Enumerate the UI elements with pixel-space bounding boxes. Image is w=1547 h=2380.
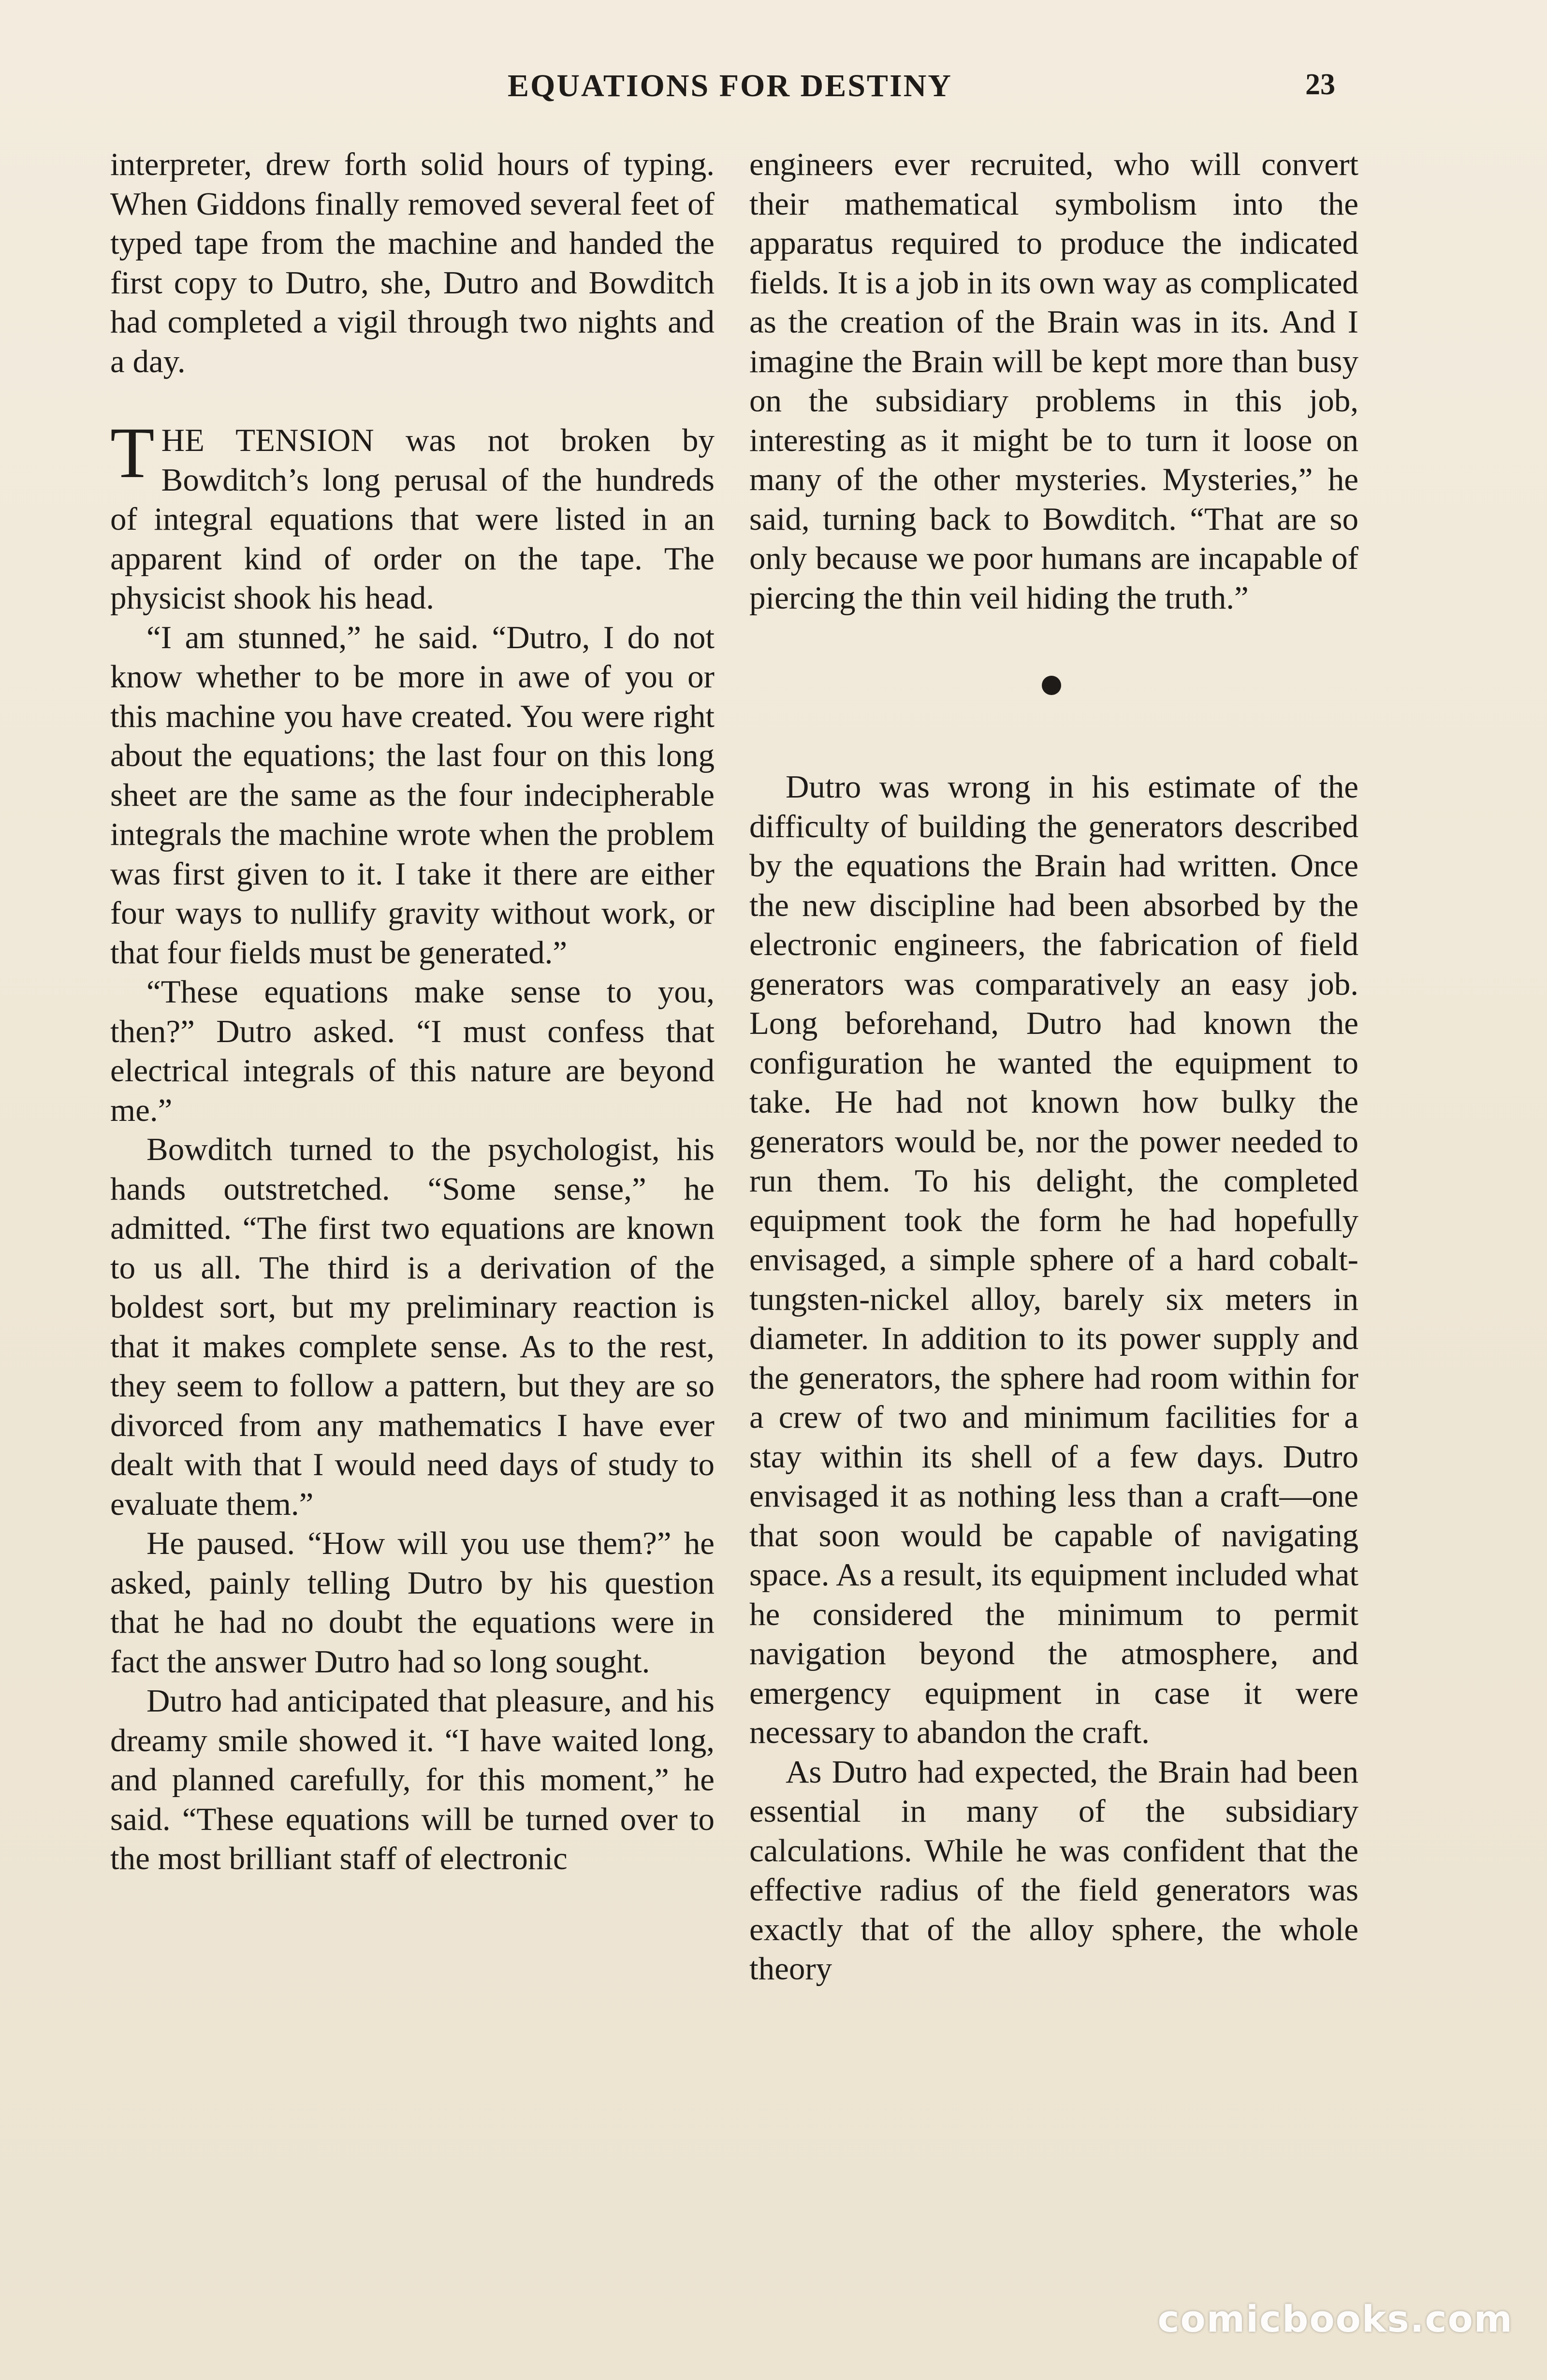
- section-break: [749, 618, 1358, 768]
- bullet-separator-icon: [1042, 676, 1061, 695]
- paragraph: Bowditch turned to the psychologist, his hands outstretched. “Some sense,” he admitted. “The first two equations are known to us all. The third is a derivation of the boldest sort, but my preliminary reaction is that it makes complete sense. As to the rest, they seem to follow a pattern, but they are so divorced from any mathematics I have ever dealt with that I would need days of study to evaluate them.”: [110, 1132, 715, 1522]
- left-column: [110, 145, 715, 1879]
- paragraph: He paused. “How will you use them?” he asked, painly telling Dutro by his question that he had no doubt the equations were in fact the answer Dutro had so long sought.: [110, 1525, 715, 1680]
- watermark-logo: comicbooks.com: [1157, 2297, 1513, 2340]
- paragraph: “I am stunned,” he said. “Dutro, I do not know whether to be more in awe of you or this machine you have created. You were right about the equations; the last four on this long sheet are the same as the four indecipherable integrals the machine wrote when the problem was first given to it. I take it there are either four ways to nullify gravity without work, or that four fields must be generated.”: [110, 619, 715, 971]
- running-header: [0, 68, 1547, 111]
- section-opening-paragraph: [110, 413, 715, 618]
- paragraph: As Dutro had expected, the Brain had been essential in many of the subsidiary calculations. While he was confident that the effective radius of the field generators was exactly that of the alloy sphere, the whole theory: [749, 1754, 1358, 1987]
- page-number: 23: [1305, 68, 1335, 101]
- paragraph: Dutro had anticipated that pleasure, and his dreamy smile showed it. “I have waited long, and planned carefully, for this moment,” he said. “These equations will be turned over to the most brilliant staff of electronic: [110, 1683, 715, 1876]
- right-column: [749, 145, 1358, 1989]
- paragraph: engineers ever recruited, who will convert their mathematical symbolism into the apparatus required to produce the indicated fields. It is a job in its own way as complicated as the creation of the Brain was in its. And I imagine the Brain will be kept more than busy on the subsidiary problems in this job, interesting as it might be to turn it loose on many of the other mysteries. Mysteries,” he said, turning back to Bowditch. “That are so only because we poor humans are incapable of piercing the thin veil hiding the truth.”: [749, 146, 1358, 616]
- paragraph: “These equations make sense to you, then?” Dutro asked. “I must confess that electrical integrals of this nature are beyond me.”: [110, 974, 715, 1128]
- paragraph: interpreter, drew forth solid hours of typing. When Giddons finally removed several feet of typed tape from the machine and handed the first copy to Dutro, she, Dutro and Bowditch had completed a vigil through two nights and a day.: [110, 146, 715, 379]
- paragraph-text: HE TENSION was not broken by Bowditch’s long perusal of the hundreds of integral equations that were listed in an apparent kind of order on the tape. The physicist shook his head.: [110, 422, 715, 616]
- paragraph: Dutro was wrong in his estimate of the difficulty of building the generators described by the equations the Brain had written. Once the new discipline had been absorbed by the electronic engineers, the fabrication of field generators was comparatively an easy job. Long beforehand, Dutro had known the configuration he wanted the equipment to take. He had not known how bulky the generators would be, nor the power needed to run them. To his delight, the completed equipment took the form he had hopefully envisaged, a simple sphere of a hard cobalt-tungsten-nickel alloy, barely six meters in diameter. In addition to its power supply and the generators, the sphere had room within for a crew of two and minimum facilities for a stay within its shell of a few days. Dutro envisaged it as nothing less than a craft—one that soon would be capable of navigating space. As a result, its equipment included what he considered the minimum to permit navigation beyond the atmosphere, and emergency equipment in case it were necessary to abandon the craft.: [749, 769, 1358, 1750]
- drop-cap: T: [110, 413, 155, 493]
- story-title: EQUATIONS FOR DESTINY: [508, 68, 952, 103]
